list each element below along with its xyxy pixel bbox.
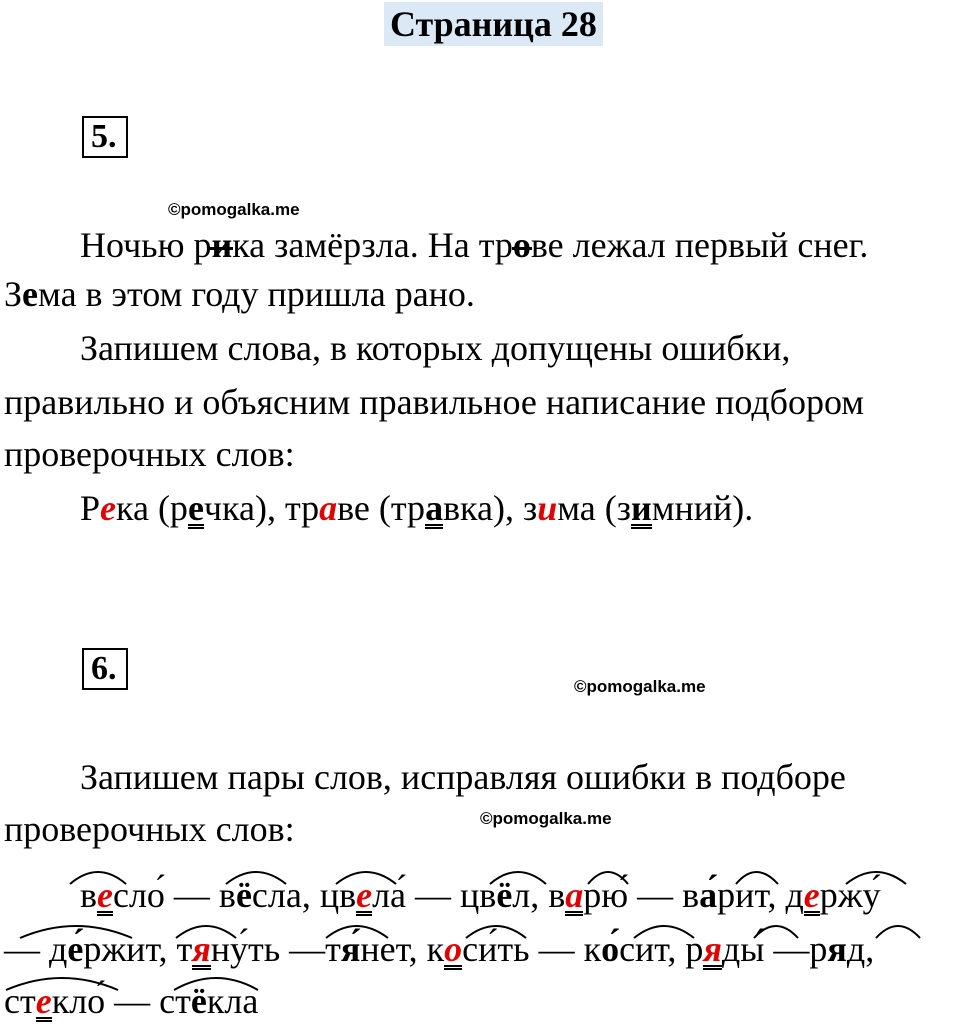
- wrong-letter: и: [211, 222, 232, 268]
- task5-line-1: Ночью рика замёрзла. На трове лежал первый снег.: [4, 222, 956, 268]
- task5-line-5: проверочных слов:: [4, 434, 295, 474]
- task5-line-2: Зема в этом году пришла рано.: [4, 274, 475, 314]
- task6-row-1: весло́ — вёсла, цвела́ — цвёл, варю́ — ва́рит, держу́: [80, 875, 881, 915]
- page-title: Страница 28: [384, 2, 603, 46]
- task6-line-1: Запишем пары слов, исправляя ошибки в подборе: [80, 757, 846, 797]
- task5-answer: Река (речка), траве (травка), зима (зимний).: [80, 488, 754, 528]
- task5-line-4: правильно и объясним правильное написание подбором: [4, 382, 865, 422]
- task6-row-2: — де́ржит, тяну́ть —тя́нет, коси́ть — ко́сит, ряды́ —ряд,: [4, 929, 875, 969]
- wrong-letter: е: [22, 274, 39, 314]
- task6-row-3: стекло́ — стёкла: [4, 981, 259, 1021]
- task-6-number: 6.: [82, 648, 128, 690]
- watermark-3: ©pomogalka.me: [480, 809, 612, 828]
- watermark-1: ©pomogalka.me: [168, 200, 300, 219]
- task5-line-3: Запишем слова, в которых допущены ошибки,: [80, 328, 791, 368]
- wrong-letter: о: [513, 222, 531, 268]
- task-5-number: 5.: [82, 116, 128, 158]
- task6-line-2: проверочных слов:: [4, 809, 295, 849]
- watermark-2: ©pomogalka.me: [574, 677, 706, 696]
